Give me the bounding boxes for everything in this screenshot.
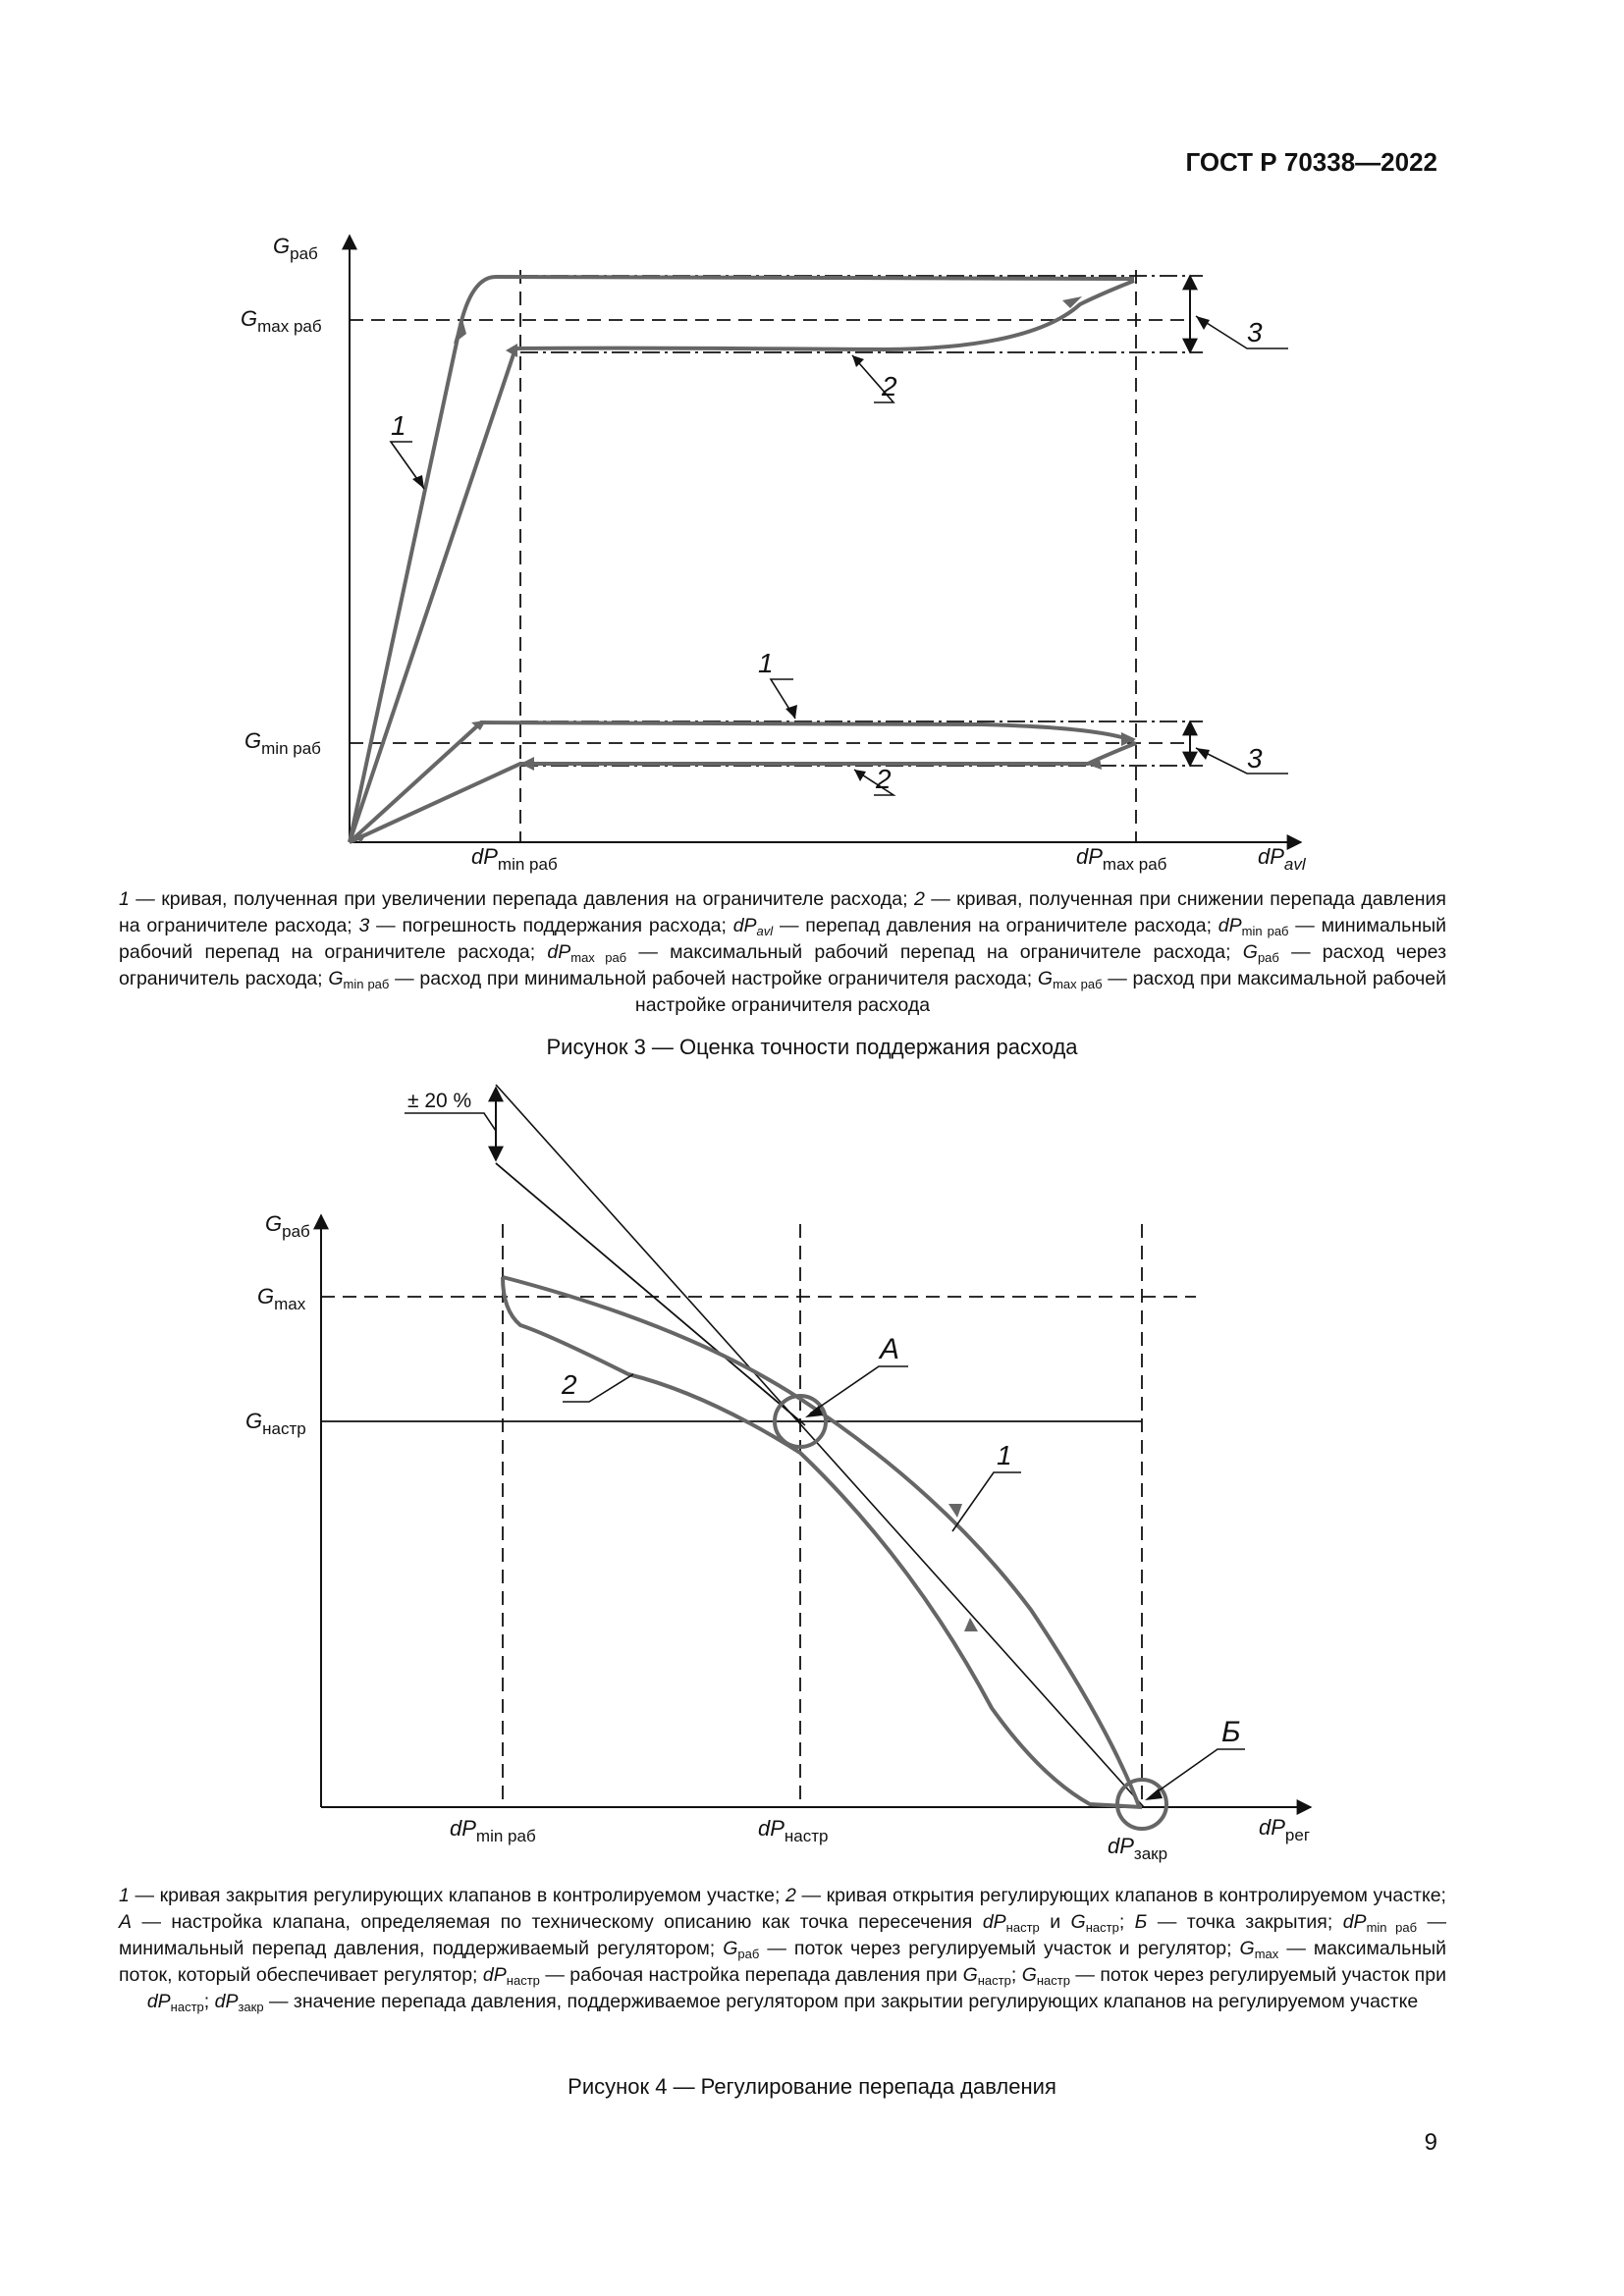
dpmin-label-4: dP bbox=[450, 1816, 476, 1841]
figure-3-legend: 1 — кривая, полученная при увеличении перепада давления на ограничителе расхода; 2 — кривая, полученная при снижении перепада давления на ограничителе расхода; 3 — погрешность поддержания расхода; $dP_{avl}$ — перепад давления на ограничителе расхода; $dP_{min раб}$ — минимальный рабочий перепад на ограничителе расхода; $dP_{max раб}$ — максимальный рабочий перепад на ограничителе расхода; $G_{раб}$ — расход через ограничитель расхода; $G_{min раб}$ — расход при минимальной рабочей настройке ограничителя расхода; $G_{max раб}$ — расход при максимальной рабочей настройке ограничителя расхода bbox=[119, 888, 1447, 1016]
dpmin-label: dP bbox=[471, 844, 498, 869]
gmax-label-4: G bbox=[257, 1284, 275, 1308]
svg-text:dPнастр bbox=[758, 1816, 829, 1845]
dpclose-sub-4: закр bbox=[1133, 1844, 1168, 1863]
callout-2-upper: 2 bbox=[882, 371, 897, 401]
dpmax-sub: max раб bbox=[1102, 855, 1167, 874]
svg-text:Gmax bbox=[257, 1284, 306, 1313]
figure-4-title: Рисунок 4 — Регулирование перепада давления bbox=[568, 2074, 1056, 2099]
document-header: ГОСТ Р 70338—2022 bbox=[1185, 147, 1437, 177]
curve-1-lower bbox=[350, 722, 1134, 842]
figure-4-legend: 1 — кривая закрытия регулирующих клапанов в контролируемом участке; 2 — кривая открытия регулирующих клапанов в контролируемом участке; А — настройка клапана, определяемая по техническому описанию как точка пересечения $dP_{настр}$ и $G_{настр}$; Б — точка закрытия; $dP_{min раб}$ — минимальный перепад давления, поддерживаемый регулятором; $G_{раб}$ — поток через регулируемый участок и регулятор; $G_{max}$ — максимальный поток, который обеспечивает регулятор; $dP_{настр}$ — рабочая настройка перепада давления при $G_{настр}$; $G_{настр}$ — поток через регулируемый участок при $dP_{настр}$; $dP_{закр}$ — значение перепада давления, поддерживаемое регулятором при закрытии регулирующих клапанов на регулируемом участке bbox=[119, 1885, 1447, 2014]
callout-1-fig4: 1 bbox=[997, 1440, 1012, 1470]
figure-4-diagram bbox=[0, 1070, 1624, 1863]
gset-sub-4: настр bbox=[262, 1419, 306, 1438]
svg-text:dPзакр bbox=[1108, 1834, 1167, 1863]
gmax-sub: max раб bbox=[257, 317, 322, 336]
gset-label-4: G bbox=[245, 1409, 263, 1433]
curve-2-lower bbox=[350, 743, 1136, 842]
y-axis-sub-4: раб bbox=[282, 1222, 310, 1241]
callout-3-upper: 3 bbox=[1247, 317, 1263, 347]
gmax-sub-4: max bbox=[274, 1295, 306, 1313]
gmin-label: G bbox=[244, 728, 262, 753]
tolerance-label: ± 20 % bbox=[407, 1090, 472, 1112]
y-axis-label-4: G bbox=[265, 1211, 283, 1236]
dpset-sub-4: настр bbox=[784, 1827, 829, 1845]
svg-text:dPmax раб bbox=[1076, 844, 1167, 874]
callout-3-lower: 3 bbox=[1247, 743, 1263, 774]
svg-text:dPрег bbox=[1259, 1815, 1310, 1844]
svg-text:dPmin раб bbox=[450, 1816, 536, 1845]
gmax-label: G bbox=[241, 306, 258, 331]
curve-1-upper bbox=[350, 277, 1134, 842]
page-number: 9 bbox=[1424, 2129, 1437, 2156]
x-axis-sub: avl bbox=[1283, 855, 1306, 874]
y-axis-label: G bbox=[273, 234, 291, 258]
dpset-label-4: dP bbox=[758, 1816, 785, 1841]
callout-2-lower: 2 bbox=[876, 764, 892, 794]
svg-text:Gmin раб bbox=[244, 728, 321, 758]
dpclose-label-4: dP bbox=[1108, 1834, 1134, 1858]
point-a-label: А bbox=[880, 1333, 900, 1365]
callout-2-fig4: 2 bbox=[562, 1369, 577, 1400]
svg-text:dPavl bbox=[1258, 844, 1307, 874]
point-b-label: Б bbox=[1221, 1716, 1241, 1748]
dpmax-label: dP bbox=[1076, 844, 1103, 869]
curve-1-closing bbox=[503, 1277, 1139, 1806]
dpmin-sub: min раб bbox=[497, 855, 558, 874]
callout-1-upper: 1 bbox=[391, 410, 406, 441]
callout-1-lower: 1 bbox=[758, 648, 774, 678]
x-axis-label-4: dP bbox=[1259, 1815, 1285, 1840]
x-axis-sub-4: рег bbox=[1284, 1826, 1311, 1844]
curve-2-opening bbox=[503, 1277, 1142, 1807]
svg-text:Gраб bbox=[273, 234, 318, 263]
figure-3-title: Рисунок 3 — Оценка точности поддержания расхода bbox=[546, 1035, 1078, 1059]
svg-text:Gmax раб bbox=[241, 306, 322, 336]
curve-2-upper bbox=[350, 281, 1134, 842]
x-axis-label: dP bbox=[1258, 844, 1284, 869]
y-axis-sub: раб bbox=[290, 244, 318, 263]
svg-text:Gраб bbox=[265, 1211, 310, 1241]
svg-text:dPmin раб bbox=[471, 844, 558, 874]
gmin-sub: min раб bbox=[261, 739, 321, 758]
figure-3-diagram bbox=[0, 0, 1624, 874]
dpmin-sub-4: min раб bbox=[475, 1827, 536, 1845]
svg-text:Gнастр bbox=[245, 1409, 306, 1438]
